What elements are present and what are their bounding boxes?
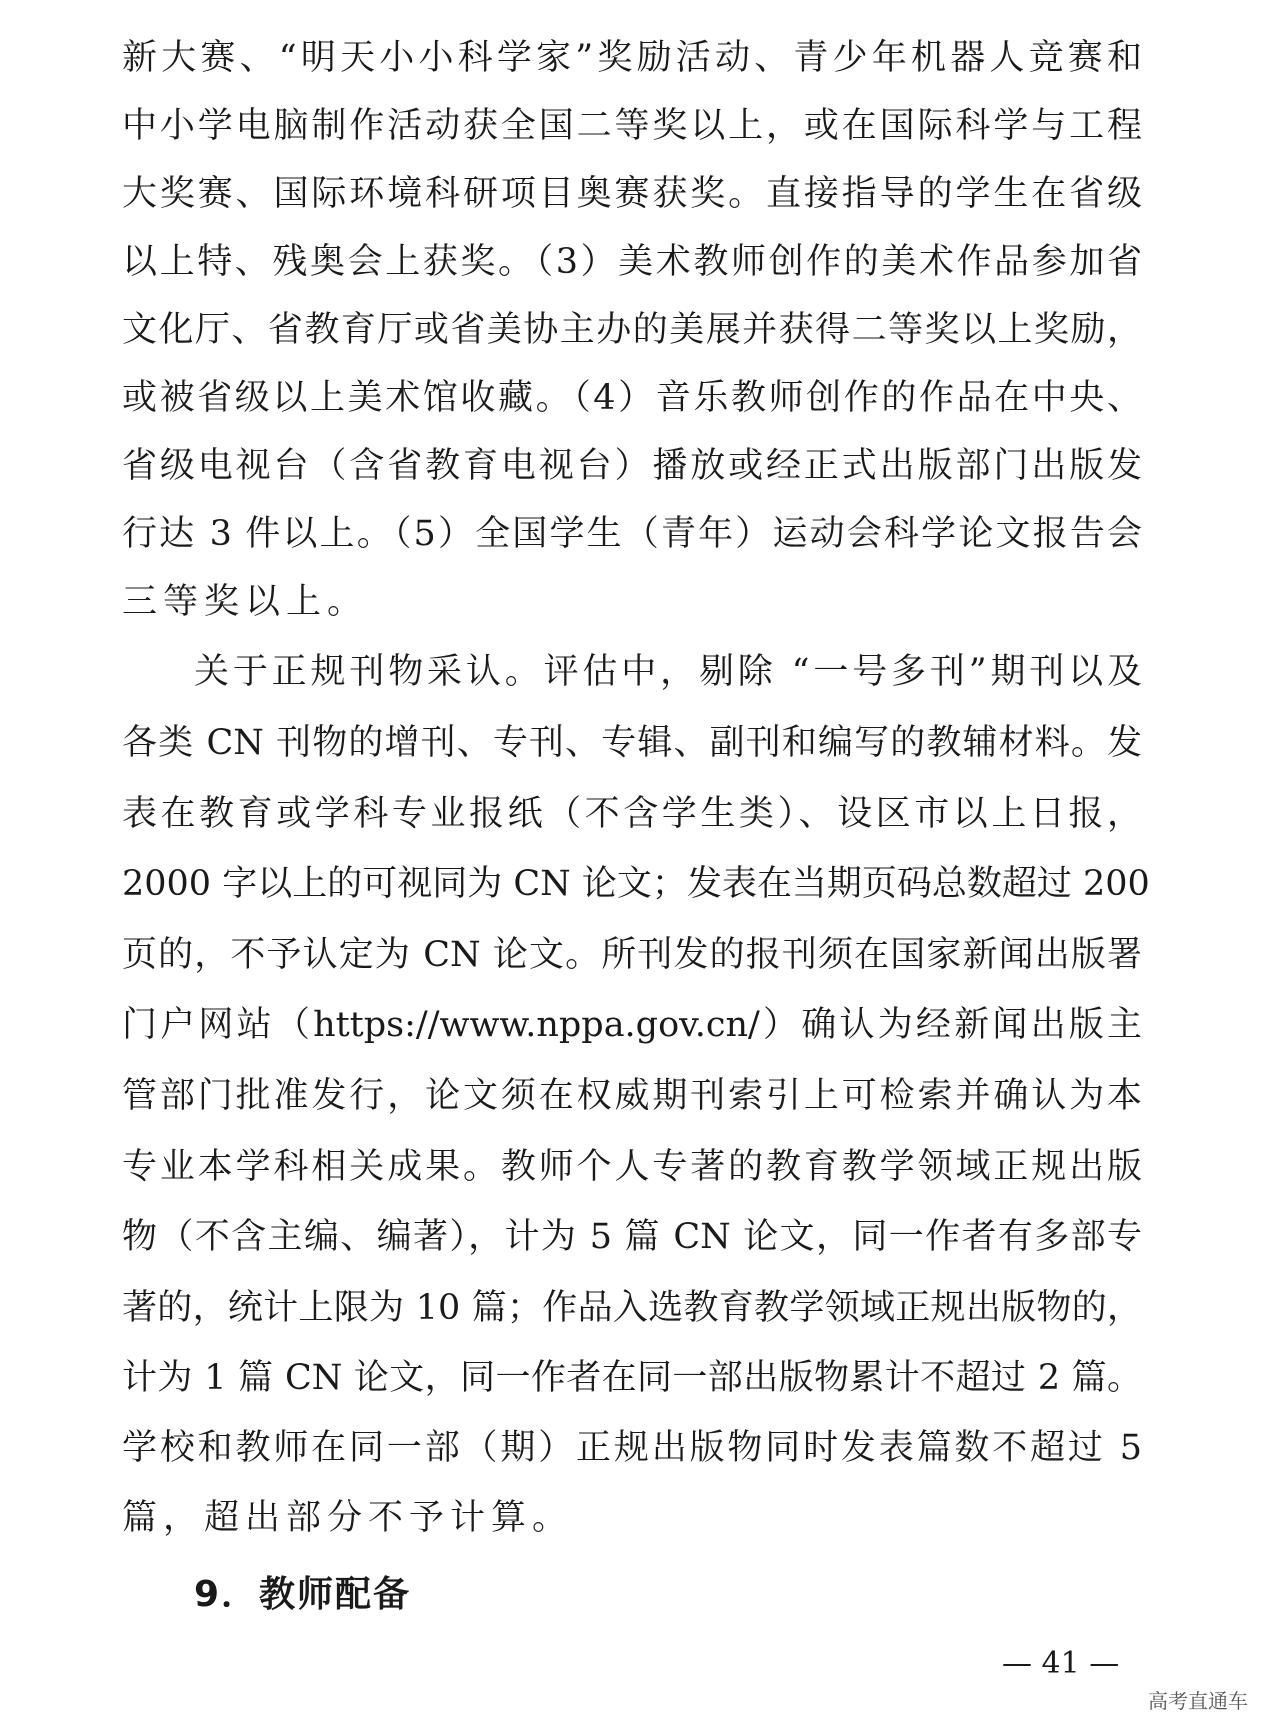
paragraph-2-line-5: 页的，不予认定为 CN 论文。所刊发的报刊须在国家新闻出版署 xyxy=(122,935,1142,975)
paragraph-2-line-10: 著的，统计上限为 10 篇；作品入选教育教学领域正规出版物的， xyxy=(122,1288,1142,1328)
paragraph-1-line-6: 或被省级以上美术馆收藏。（4）音乐教师创作的作品在中央、 xyxy=(122,378,1142,418)
paragraph-2-line-6: 门户网站（https://www.nppa.gov.cn/）确认为经新闻出版主 xyxy=(122,1005,1142,1045)
paragraph-1-line-2: 中小学电脑制作活动获全国二等奖以上，或在国际科学与工程 xyxy=(122,106,1142,146)
page-number: — 41 — xyxy=(1002,1646,1120,1681)
paragraph-1-line-3: 大奖赛、国际环境科研项目奥赛获奖。直接指导的学生在省级 xyxy=(122,174,1142,214)
paragraph-1-line-8: 行达 3 件以上。（5）全国学生（青年）运动会科学论文报告会 xyxy=(122,514,1142,554)
paragraph-1-line-4: 以上特、残奥会上获奖。（3）美术教师创作的美术作品参加省 xyxy=(122,242,1142,282)
paragraph-2-line-8: 专业本学科相关成果。教师个人专著的教育教学领域正规出版 xyxy=(122,1147,1142,1187)
paragraph-1-line-7: 省级电视台（含省教育电视台）播放或经正式出版部门出版发 xyxy=(122,446,1142,486)
paragraph-2-line-2: 各类 CN 刊物的增刊、专刊、专辑、副刊和编写的教辅材料。发 xyxy=(122,723,1142,763)
paragraph-2-line-13: 篇，超出部分不予计算。 xyxy=(122,1498,574,1538)
section-heading: 9．教师配备 xyxy=(194,1574,412,1615)
paragraph-2-line-1: 关于正规刊物采认。评估中，剔除 “一号多刊”期刊以及 xyxy=(194,652,1142,692)
paragraph-1-line-5: 文化厅、省教育厅或省美协主办的美展并获得二等奖以上奖励， xyxy=(122,310,1142,350)
paragraph-2-line-3: 表在教育或学科专业报纸（不含学生类）、设区市以上日报， xyxy=(122,794,1142,834)
paragraph-2-line-11: 计为 1 篇 CN 论文，同一作者在同一部出版物累计不超过 2 篇。 xyxy=(122,1358,1142,1398)
paragraph-1-line-1: 新大赛、“明天小小科学家”奖励活动、青少年机器人竞赛和 xyxy=(122,38,1142,78)
paragraph-2-line-7: 管部门批准发行，论文须在权威期刊索引上可检索并确认为本 xyxy=(122,1076,1142,1116)
paragraph-2-line-9: 物（不含主编、编著），计为 5 篇 CN 论文，同一作者有多部专 xyxy=(122,1217,1142,1257)
paragraph-1-line-9: 三等奖以上。 xyxy=(122,582,369,622)
paragraph-2-line-4: 2000 字以上的可视同为 CN 论文；发表在当期页码总数超过 200 xyxy=(122,864,1150,904)
watermark-text: 高考直通车 xyxy=(1148,1689,1248,1713)
paragraph-2-line-12: 学校和教师在同一部（期）正规出版物同时发表篇数不超过 5 xyxy=(122,1428,1142,1468)
